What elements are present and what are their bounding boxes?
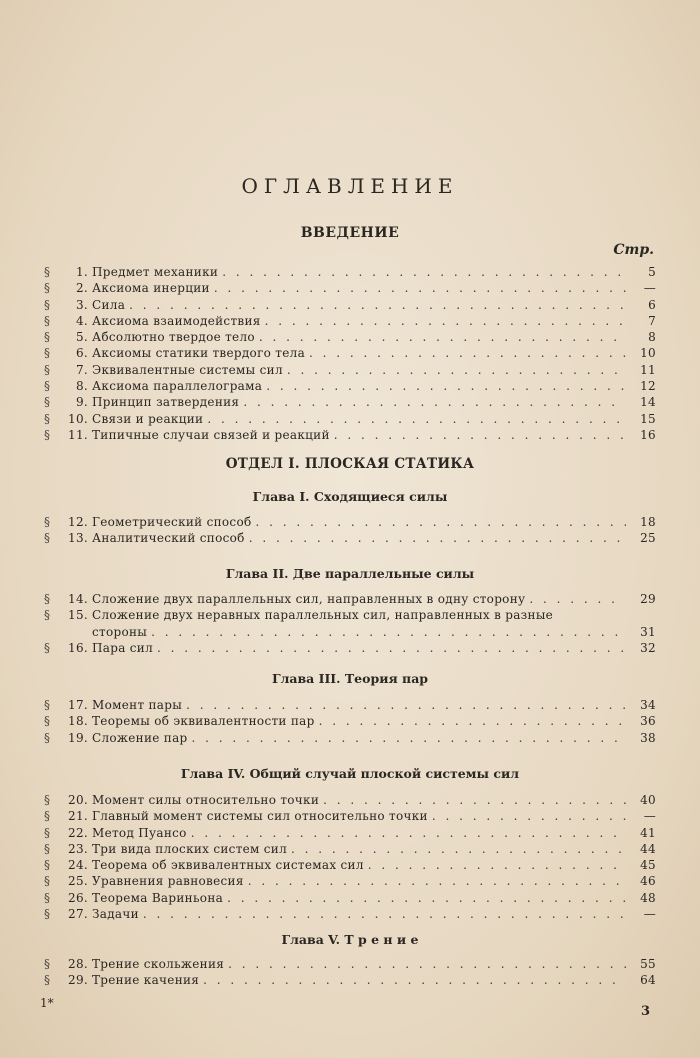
toc-entry (44, 411, 656, 427)
section-number: 5. (75, 330, 88, 345)
page-ref: 55 (640, 957, 656, 971)
dot-leader (249, 530, 626, 546)
section-number: 2. (75, 281, 88, 296)
chapter-toc-5 (44, 956, 656, 989)
section-title: Пара сил (92, 640, 154, 655)
department-heading: ОТДЕЛ I. ПЛОСКАЯ СТАТИКА (225, 456, 475, 472)
dot-leader (432, 808, 626, 824)
page-ref: 7 (648, 313, 656, 328)
page-ref: 10 (640, 346, 656, 361)
toc-entry (44, 607, 656, 623)
dot-leader (227, 890, 626, 906)
page-ref: 6 (648, 297, 656, 312)
chapter-toc-3 (44, 697, 656, 746)
section-sign: § (44, 874, 51, 889)
section-number: 3. (75, 297, 88, 312)
section-title: Задачи (92, 907, 139, 922)
signature-mark: 1* (40, 996, 54, 1010)
section-title: Уравнения равновесия (92, 874, 244, 889)
page-ref: 16 (640, 427, 656, 442)
toc-entry (44, 427, 656, 443)
toc-entry (44, 394, 656, 410)
chapter-toc-2 (44, 591, 656, 656)
page-ref: — (643, 809, 656, 824)
section-sign: § (44, 330, 51, 345)
section-number: 6. (75, 346, 88, 361)
chapter-heading-3: Глава III. Теория пар (271, 671, 429, 686)
page-ref: 45 (640, 858, 656, 873)
section-title: Трение качения (92, 973, 200, 988)
section-sign: § (44, 957, 51, 971)
dot-leader (323, 792, 626, 808)
section-number: 22. (68, 825, 88, 840)
section-sign: § (44, 395, 51, 410)
page-ref: 31 (640, 624, 656, 639)
section-title: Теорема об эквивалентных системах сил (92, 858, 364, 873)
section-sign: § (44, 411, 51, 426)
chapter-heading-2: Глава II. Две параллельные силы (225, 566, 475, 581)
section-title: Аксиома параллелограма (92, 379, 263, 394)
toc-entry (44, 313, 656, 329)
section-title: Сложение пар (92, 730, 188, 745)
section-number: 17. (68, 698, 88, 712)
page-ref: 25 (640, 531, 656, 546)
section-number: 1. (75, 265, 88, 279)
dot-leader (256, 514, 626, 530)
dot-leader (266, 378, 626, 394)
section-title: Связи и реакции (92, 411, 204, 426)
toc-entry (44, 514, 656, 530)
section-title: Аксиома инерции (92, 281, 210, 296)
dot-leader (319, 713, 626, 729)
toc-entry (44, 378, 656, 394)
section-number: 16. (68, 640, 88, 655)
section-number: 21. (68, 809, 88, 824)
toc-entry (44, 591, 656, 607)
section-title: Абсолютно твердое тело (92, 330, 255, 345)
toc-entry (44, 329, 656, 345)
section-number: 12. (68, 515, 88, 529)
page-number: 3 (640, 1004, 650, 1019)
toc-entry (44, 857, 656, 873)
section-title: Главный момент системы сил относительно точки (92, 809, 428, 824)
section-title: Момент пары (92, 698, 183, 712)
page-ref: 29 (640, 592, 656, 606)
toc-entry (44, 530, 656, 546)
chapter-heading-5: Глава V. Т р е н и е (281, 932, 419, 947)
section-title: Эквивалентные системы сил (92, 362, 283, 377)
section-number: 14. (68, 592, 88, 606)
page-ref: 44 (640, 841, 656, 856)
toc-entry (44, 713, 656, 729)
section-title: Теоремы об эквивалентности пар (92, 714, 315, 729)
toc-entry (44, 956, 656, 972)
section-number: 8. (75, 379, 88, 394)
section-title: Теорема Вариньона (92, 890, 224, 905)
section-title: Трение скольжения (92, 957, 225, 971)
dot-leader (334, 427, 626, 443)
section-number: 10. (68, 411, 88, 426)
section-number: 7. (75, 362, 88, 377)
page-ref: 11 (640, 362, 656, 377)
section-sign: § (44, 973, 51, 988)
toc-entry (44, 808, 656, 824)
section-title: Сложение двух неравных параллельных сил, направленных в разные (92, 608, 554, 623)
dot-leader (214, 280, 626, 296)
section-sign: § (44, 608, 51, 623)
section-sign: § (44, 698, 51, 712)
dot-leader (207, 411, 626, 427)
section-sign: § (44, 890, 51, 905)
section-sign: § (44, 714, 51, 729)
section-title: Предмет механики (92, 265, 219, 279)
dot-leader (151, 624, 626, 640)
section-sign: § (44, 265, 51, 279)
dot-leader (203, 972, 626, 988)
page-column-label: Стр. (613, 242, 654, 258)
section-title: Геометрический способ (92, 515, 252, 529)
section-title-continued: стороны (92, 624, 148, 639)
section-sign: § (44, 297, 51, 312)
page-ref: 15 (640, 411, 656, 426)
toc-entry (44, 297, 656, 313)
toc-entry (44, 730, 656, 746)
section-number: 13. (68, 531, 88, 546)
toc-entry (44, 972, 656, 988)
section-title: Аксиомы статики твердого тела (92, 346, 306, 361)
section-number: 9. (75, 395, 88, 410)
section-title: Сложение двух параллельных сил, направленных в одну сторону (92, 592, 526, 606)
dot-leader (259, 329, 626, 345)
dot-leader (222, 264, 626, 280)
section-number: 24. (68, 858, 88, 873)
section-sign: § (44, 531, 51, 546)
dot-leader (248, 873, 626, 889)
section-title: Три вида плоских систем сил (92, 841, 288, 856)
dot-leader (309, 345, 626, 361)
dot-leader (228, 956, 626, 972)
toc-entry (44, 906, 656, 922)
intro-toc (44, 264, 656, 443)
section-number: 27. (68, 907, 88, 922)
page-ref: 40 (640, 793, 656, 807)
section-sign: § (44, 346, 51, 361)
toc-entry (44, 825, 656, 841)
section-sign: § (44, 640, 51, 655)
section-title: Метод Пуансо (92, 825, 187, 840)
section-title: Принцип затвердения (92, 395, 240, 410)
section-sign: § (44, 793, 51, 807)
dot-leader (192, 730, 626, 746)
section-number: 15. (68, 608, 88, 623)
toc-entry-continued (44, 624, 656, 640)
section-title: Сила (92, 297, 126, 312)
page-title: ОГЛАВЛЕНИЕ (241, 174, 459, 198)
dot-leader (287, 362, 626, 378)
section-sign: § (44, 379, 51, 394)
dot-leader (191, 825, 626, 841)
dot-leader (529, 591, 626, 607)
section-number: 26. (68, 890, 88, 905)
page-ref: 38 (640, 730, 656, 745)
page-ref: 41 (640, 825, 656, 840)
toc-entry (44, 362, 656, 378)
page-ref: 32 (640, 640, 656, 655)
dot-leader (243, 394, 626, 410)
section-title: Аксиома взаимодействия (92, 313, 261, 328)
page-ref: — (643, 281, 656, 296)
section-sign: § (44, 858, 51, 873)
page-ref: 36 (640, 714, 656, 729)
section-number: 18. (68, 714, 88, 729)
section-title: Аналитический способ (92, 531, 245, 546)
dot-leader (186, 697, 626, 713)
section-number: 28. (68, 957, 88, 971)
page-ref: 12 (640, 379, 656, 394)
page-ref: 14 (640, 395, 656, 410)
section-sign: § (44, 809, 51, 824)
section-sign: § (44, 841, 51, 856)
page-ref: 34 (640, 698, 656, 712)
toc-entry (44, 640, 656, 656)
section-title: Типичные случаи связей и реакций (92, 427, 330, 442)
section-sign: § (44, 825, 51, 840)
section-number: 23. (68, 841, 88, 856)
dot-leader (143, 906, 626, 922)
section-sign: § (44, 730, 51, 745)
section-number: 29. (68, 973, 88, 988)
dot-leader (368, 857, 626, 873)
dot-leader (265, 313, 626, 329)
page-ref: 64 (640, 973, 656, 988)
chapter-heading-1: Глава I. Сходящиеся силы (252, 489, 448, 504)
toc-entry (44, 792, 656, 808)
page-ref: 46 (640, 874, 656, 889)
page-ref: 5 (648, 265, 656, 279)
section-sign: § (44, 592, 51, 606)
dot-leader (291, 841, 626, 857)
section-number: 25. (68, 874, 88, 889)
page-ref: 8 (648, 330, 656, 345)
section-sign: § (44, 362, 51, 377)
section-number: 11. (68, 427, 88, 442)
chapter-toc-4 (44, 792, 656, 922)
section-number: 19. (68, 730, 88, 745)
section-number: 20. (68, 793, 88, 807)
section-title: Момент силы относительно точки (92, 793, 320, 807)
chapter-toc-1 (44, 514, 656, 547)
dot-leader (129, 297, 626, 313)
toc-entry (44, 841, 656, 857)
chapter-heading-4: Глава IV. Общий случай плоской системы сил (180, 766, 520, 781)
section-sign: § (44, 281, 51, 296)
dot-leader (157, 640, 626, 656)
toc-entry (44, 890, 656, 906)
section-number: 4. (75, 313, 88, 328)
section-sign: § (44, 515, 51, 529)
intro-heading: ВВЕДЕНИЕ (300, 225, 400, 241)
toc-entry (44, 280, 656, 296)
page-ref: — (643, 907, 656, 922)
toc-entry (44, 873, 656, 889)
section-sign: § (44, 313, 51, 328)
section-sign: § (44, 427, 51, 442)
toc-entry (44, 264, 656, 280)
toc-entry (44, 345, 656, 361)
toc-entry (44, 697, 656, 713)
page-ref: 48 (640, 890, 656, 905)
section-sign: § (44, 907, 51, 922)
page-ref: 18 (640, 515, 656, 529)
